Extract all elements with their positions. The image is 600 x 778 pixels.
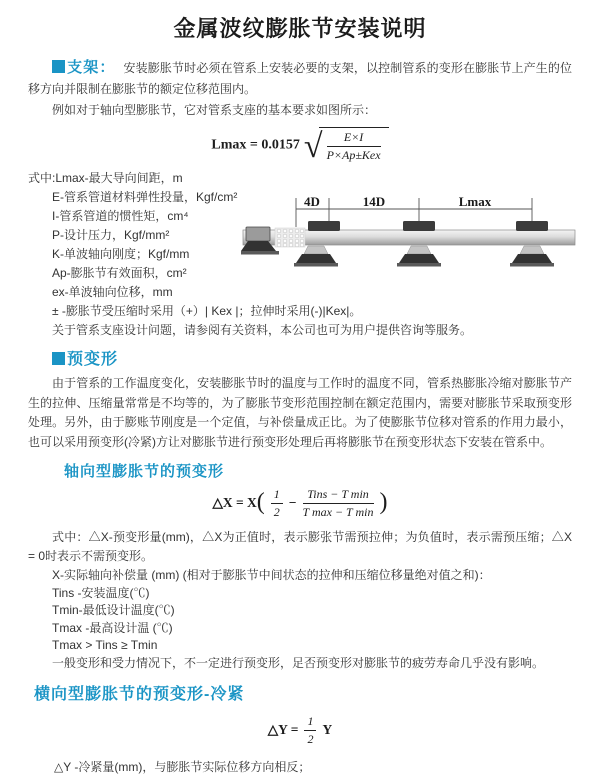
definition-line: P-设计压力，Kgf/mm² [52,228,170,242]
half-numerator: 1 [271,487,283,504]
lateral-subheading: 横向型膨胀节的预变形-冷紧 [34,685,245,703]
support-section-marker [52,61,124,75]
formula-lmax-lhs: Lmax = 0.0157 [211,137,300,153]
support-intro-text: 安装膨胀节时必须在管系上安装必要的支架，以控制管系的变形在膨胀节上产生的位移方向并限制在膨胀节的额定位移范围内。 [28,61,572,96]
lateral-denominator: 2 [307,731,314,746]
formula-lmax-denominator: P×Ap±Kex [326,148,381,162]
formula-lateral-rhs: Y [322,721,333,737]
blue-square-icon [52,352,65,365]
dim-label-4d: 4D [304,194,320,209]
formula-lmax-fraction [327,130,381,163]
formula-axial-half-fraction [271,487,283,520]
dim-label-lmax: Lmax [458,194,492,209]
page-title: 金属波纹膨胀节安装说明 [173,16,427,41]
formula-lateral [0,714,600,747]
definition-line: Tmin-最低设计温度(℃) [52,603,175,618]
dim-label-14d: 14D [362,194,386,209]
definition-line: K-单波轴向刚度；Kgf/mm [52,247,190,261]
definition-line: Ap-膨胀节有效面积，cm² [52,266,187,280]
half-denominator: 2 [273,505,280,519]
definition-line: Tmax -最高设计温 (℃) [52,620,173,635]
formula-axial-lhs: △X = X [212,495,257,511]
definition-line: 关于管系支座设计问题，请参阅有关资料，本公司也可为用户提供咨询等服务。 [52,323,473,337]
axial-note-text: 式中：△X-预变形量(mm)，△X为正值时，表示膨张节需预拉伸；为负值时，表示需预压缩；△X = 0时表示不需预变形。 [28,530,572,563]
formula-lmax: Lmax = 0.0157 √ $\frac{E\times I}{\text{P×Ap±Kex}}$ [0,127,600,163]
blue-square-icon [52,60,65,73]
formula-axial-definitions [0,567,600,673]
formula-axial-temp-fraction [303,487,374,520]
formula-lateral-lhs: △Y = [267,721,299,737]
definition-line: 式中:Lmax-最大导向间距，m [28,171,183,185]
support-diagram [241,192,597,278]
open-paren: ( [256,489,265,515]
definition-line: I-管系管道的惯性矩，cm⁴ [52,209,189,223]
preform-heading-text: 预变形 [67,351,119,368]
temp-denominator: T max − T min [302,505,374,519]
definition-line: ± -膨胀节受压缩时采用（+）| Kex |；拉伸时采用(-)|Kex|。 [52,304,362,318]
definition-line: Tins -安装温度(℃) [52,585,150,600]
formula-lmax-radicand [319,127,389,163]
definition-line: X-实际轴向补偿量 (mm) (相对于膨胀节中间状态的拉伸和压缩位移量绝对值之和)： [52,568,491,582]
bellows-icon [275,228,305,247]
formula-lateral-fraction [304,714,316,747]
definition-line: E-管系管道材料弹性投量，Kgf/cm² [52,190,238,204]
temp-numerator: Tins − T min [303,487,374,504]
definition-line: ex-单波轴向位移，mm [52,285,173,299]
formula-lmax-numerator: E×I [327,130,381,147]
support-diagram-svg [241,192,597,278]
formula-axial [0,487,600,520]
definition-line: 一般变形和受力情况下，不一定进行预变形，足否预变形对膨胀节的疲劳寿命几乎没有影响。 [52,655,545,670]
preform-section-heading [28,350,572,370]
lateral-numerator: 1 [304,714,316,731]
preform-body-text: 由于管系的工作温度变化，安装膨胀节时的温度与工作时的温度不同，管系热膨胀冷缩对膨胀节产生的拉伸、压缩量常常是不均等的，为了膨胀节变形范围控制在额定范围内，需要对膨胀节采取预变形处理。另外，由于膨账节刚度是一个定值，与补偿量成正比。为了使膨胀节位移对管系的作用力最小，也可以采用预变形(冷紧)方让对膨胀节进行预变形处理后再将膨胀节在预变形状态下安装在管系中。 [28,376,572,449]
axial-subheading: 轴向型膨胀节的预变形 [64,463,225,480]
lateral-note-text: △Y -冷紧量(mm)，与膨胀节实际位移方向相反； [54,759,311,774]
support-section-label: 支架： [67,59,116,76]
support-example-text: 例如对于轴向型膨胀节，它对管系支座的基本要求如图所示： [52,103,377,117]
support-intro-paragraph [28,57,572,100]
close-paren: ) [379,489,388,515]
minus-sign: − [288,495,297,511]
definition-line: Tmax > Tins ≥ Tmin [52,638,158,653]
